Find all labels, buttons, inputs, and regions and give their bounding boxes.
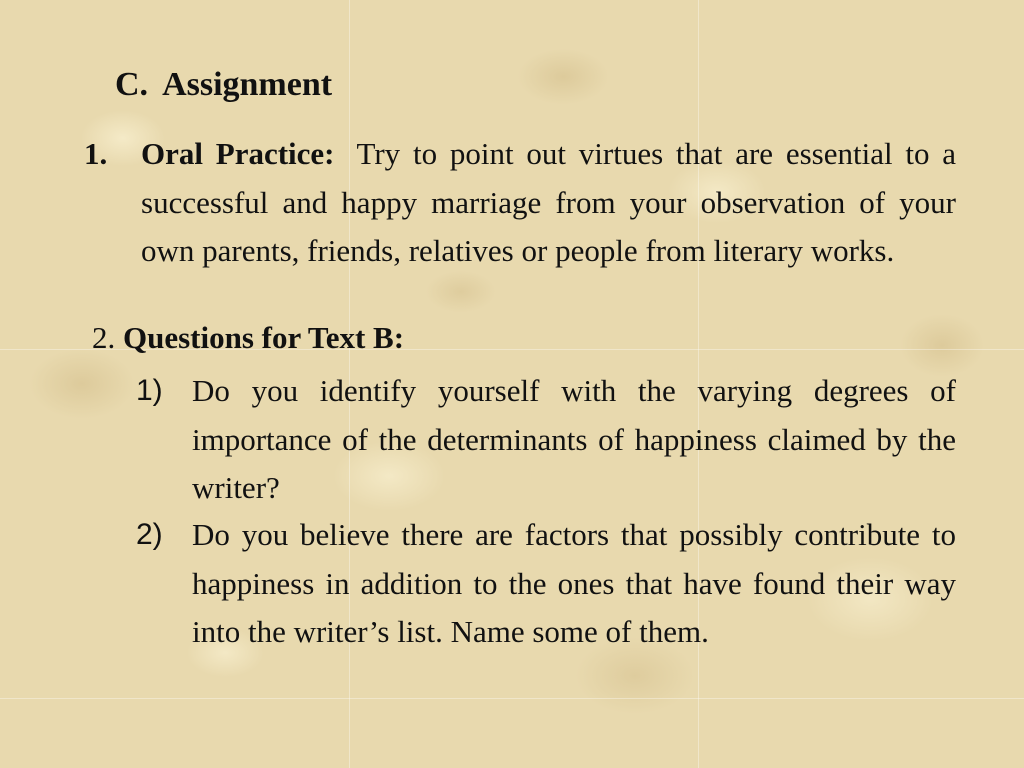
section-letter: C. [115, 66, 149, 103]
question-item [136, 511, 956, 657]
question-text: Do you identify yourself with the varying degrees of importance of the determinants of happiness claimed by the writer? [192, 373, 956, 505]
question-item [136, 367, 956, 513]
questions-heading [92, 320, 404, 356]
item-text: Try to point out virtues that are essential to a successful and happy marriage from your observation of your own parents, friends, relatives or people from literary works. [141, 136, 957, 268]
item-body [141, 130, 956, 276]
questions-title: Questions for Text B: [123, 320, 405, 355]
item-lead: Oral Practice: [141, 136, 335, 171]
section-title: Assignment [162, 66, 333, 103]
question-text: Do you believe there are factors that possibly contribute to happiness in addition to the ones that have found their way into the writer’s list. Name some of them. [192, 517, 956, 649]
question-marker: 2) [136, 518, 163, 551]
oral-practice-item [84, 130, 956, 276]
section-heading [115, 66, 332, 104]
question-marker: 1) [136, 374, 163, 407]
item-number: 1. [84, 136, 108, 171]
item-number: 2. [92, 320, 116, 355]
